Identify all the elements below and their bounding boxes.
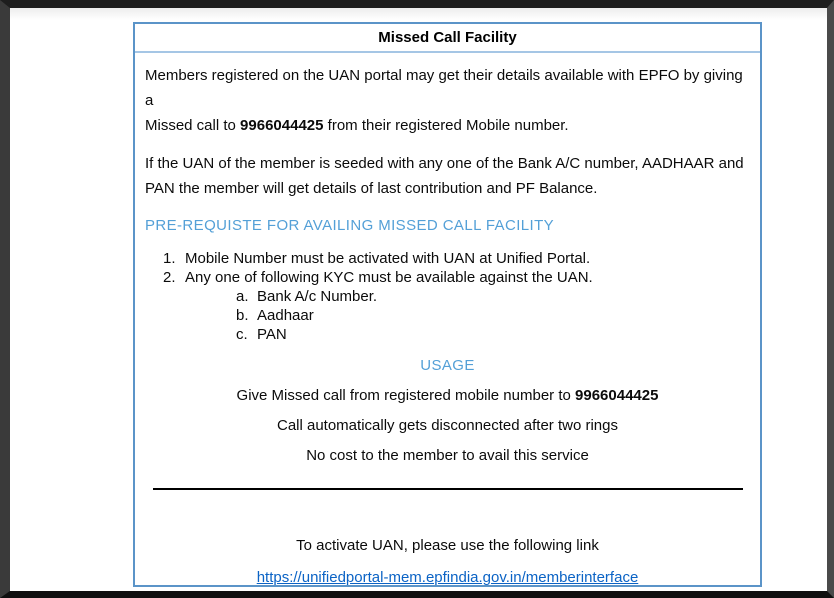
list-marker: 2.	[163, 269, 176, 286]
document-title-row	[135, 24, 760, 53]
intro-line-2-post: from their registered Mobile number.	[323, 117, 569, 134]
usage-line-3: No cost to the member to avail this service	[306, 447, 589, 464]
intro-paragraph	[145, 63, 750, 138]
list-item-text: Mobile Number must be activated with UAN at Unified Portal.	[185, 250, 591, 267]
intro-line-2	[145, 113, 750, 138]
list-item	[145, 268, 750, 287]
member-portal-link[interactable]: https://unifiedportal-mem.epfindia.gov.in/memberinterface	[256, 569, 639, 586]
list-item-text: Any one of following KYC must be available against the UAN.	[185, 269, 593, 286]
document-content	[135, 63, 760, 590]
prerequisites-list	[145, 249, 750, 344]
intro-line-2-pre: Missed call to	[145, 117, 241, 134]
link-line	[145, 565, 750, 590]
list-marker: a.	[236, 288, 249, 305]
usage-line-1-pre: Give Missed call from registered mobile number to	[236, 387, 576, 404]
list-subitem	[145, 287, 750, 306]
page-background	[10, 8, 827, 591]
usage-heading: USAGE	[420, 357, 475, 374]
usage-missed-call-number: 9966044425	[575, 387, 659, 404]
separator-line	[153, 488, 743, 490]
page-title: Missed Call Facility	[378, 29, 517, 46]
list-subitem-text: Aadhaar	[257, 307, 314, 324]
intro-line-1: Members registered on the UAN portal may get their details available with EPFO by giving a	[145, 67, 743, 109]
usage-line-1	[145, 383, 750, 408]
list-item	[145, 249, 750, 268]
prerequisites-heading: PRE-REQUISTE FOR AVAILING MISSED CALL FACILITY	[145, 217, 555, 234]
list-subitem	[145, 325, 750, 344]
document-panel	[133, 22, 762, 587]
list-marker: c.	[236, 326, 248, 343]
list-subitem-text: Bank A/c Number.	[257, 288, 378, 305]
seeding-paragraph	[145, 151, 750, 201]
missed-call-number: 9966044425	[240, 117, 324, 134]
list-subitem-text: PAN	[257, 326, 287, 343]
usage-line-2: Call automatically gets disconnected after two rings	[276, 417, 618, 434]
list-subitem	[145, 306, 750, 325]
list-marker: b.	[236, 307, 249, 324]
seeding-line-2: PAN the member will get details of last contribution and PF Balance.	[145, 180, 598, 197]
list-marker: 1.	[163, 250, 176, 267]
activate-uan-text: To activate UAN, please use the following link	[296, 537, 599, 554]
seeding-line-1: If the UAN of the member is seeded with any one of the Bank A/C number, AADHAAR and	[145, 155, 744, 172]
